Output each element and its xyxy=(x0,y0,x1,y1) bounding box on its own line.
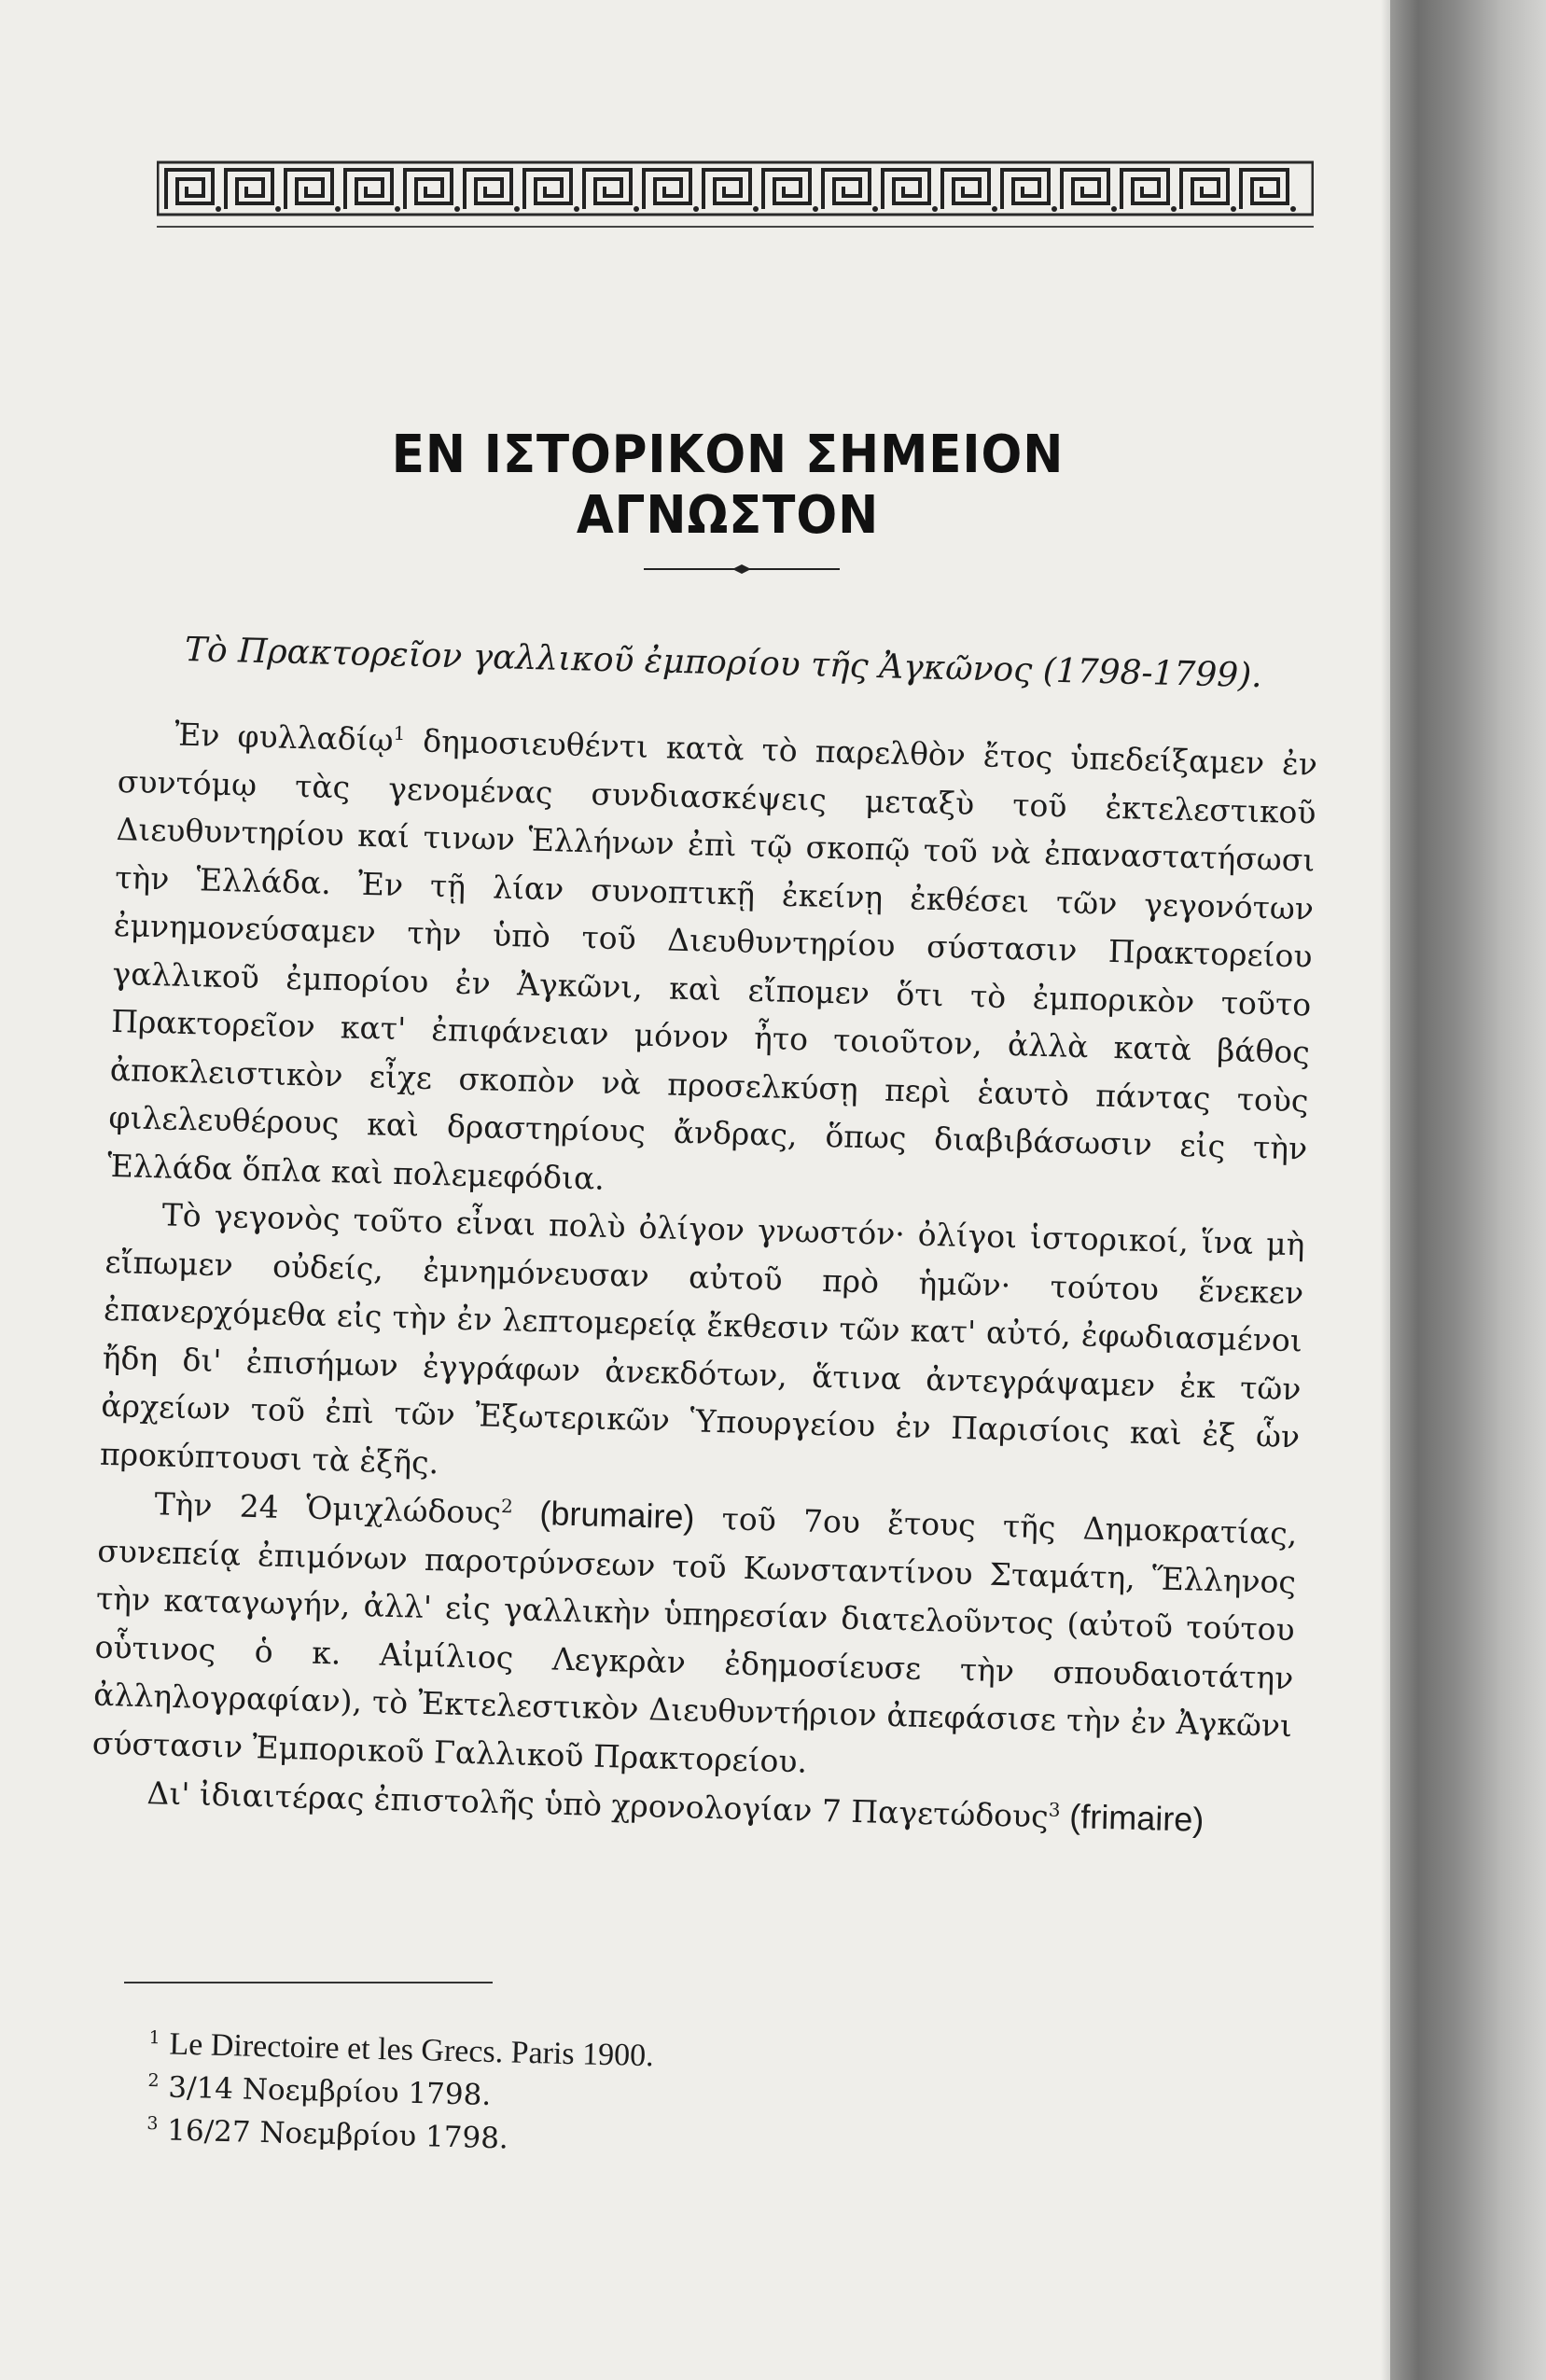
paragraph-3: Τὴν 24 Ὁμιχλώδους$^2$ (brumaire) τοῦ 7ου ἔτους τῆς Δημοκρατίας, συνεπείᾳ ἐπιμόνων παροτρύνσεων τοῦ Κωνσταντίνου Σταμάτη, Ἕλληνος τὴν καταγωγήν, ἀλλ' εἰς γαλλικὴν ὑπηρεσίαν διατελοῦντος (αὐτοῦ τούτου οὗτινος ὁ κ. Αἰμίλιος Λεγκρὰν ἐδημοσίευσε τὴν σπουδαιοτάτην ἀλληλογραφίαν), τὸ Ἐκτελεστικὸν Διευθυντήριον ἀπεφάσισε τὴν ἐν Ἀγκῶνι σύστασιν Ἐμπορικοῦ Γαλλικοῦ Πρακτορείου. xyxy=(91,1485,1298,1780)
header-rule xyxy=(157,226,1314,228)
footnotes xyxy=(146,2023,989,2172)
page-title: ΕΝ ΙΣΤΟΡΙΚΟΝ ΣΗΜΕΙΟΝ ΑΓΝΩΣΤΟΝ xyxy=(391,425,1065,546)
footnote-marker-2: 2 xyxy=(500,1495,514,1518)
paragraph-4: Δι' ἰδιαιτέρας ἐπιστολῆς ὑπὸ χρονολογίαν 7 Παγετώδους$^3$ (frimaire) xyxy=(146,1775,1205,1839)
article-body xyxy=(91,709,1318,1847)
title-divider xyxy=(644,562,840,575)
footnote-marker-1: 1 xyxy=(393,721,406,745)
book-spine xyxy=(1390,0,1546,2380)
paragraph-1: Ἐν φυλλαδίῳ$^1$ δημοσιευθέντι κατὰ τὸ παρελθὸν ἔτος ὑπεδείξαμεν ἐν συντόμῳ τὰς γενομένας συνδιασκέψεις μεταξὺ τοῦ ἐκτελεστικοῦ Διευθυντηρίου καί τινων Ἑλλήνων ἐπὶ τῷ σκοπῷ τοῦ νὰ ἐπαναστατήσωσι τὴν Ἑλλάδα. Ἐν τῇ λίαν συνοπτικῇ ἐκείνῃ ἐκθέσει τῶν γεγονότων ἐμνημονεύσαμεν τὴν ὑπὸ τοῦ Διευθυντηρίου σύστασιν Πρακτορείου γαλλικοῦ ἐμπορίου ἐν Ἀγκῶνι, καὶ εἴπομεν ὅτι τὸ ἐμπορικὸν τοῦτο Πρακτορεῖον κατ' ἐπιφάνειαν μόνον ἦτο τοιοῦτον, ἀλλὰ κατὰ βάθος ἀποκλειστικὸν εἶχε σκοπὸν νὰ προσελκύσῃ περὶ ἑαυτὸ πάντας τοὺς φιλελευθέρους καὶ δραστηρίους ἄνδρας, ὅπως διαβιβάσωσιν εἰς τὴν Ἑλλάδα ὅπλα καὶ πολεμεφόδια. xyxy=(106,716,1318,1197)
footnote-1: $^1$ Le Directoire et les Grecs. Paris 1900. xyxy=(148,2026,655,2074)
footnote-divider xyxy=(124,1982,493,1983)
paragraph-2: Τὸ γεγονὸς τοῦτο εἶναι πολὺ ὀλίγον γνωστόν· ὀλίγοι ἱστορικοί, ἵνα μὴ εἴπωμεν οὐδείς, ἐμνημόνευσαν αὐτοῦ πρὸ ἡμῶν· τούτου ἕνεκεν ἐπανερχόμεθα εἰς τὴν ἐν λεπτομερείᾳ ἔκθεσιν τῶν κατ' αὐτό, ἐφωδιασμένοι ἤδη δι' ἐπισήμων ἐγγράφων ἀνεκδότων, ἅτινα ἀντεγράψαμεν ἐκ τῶν ἀρχείων τοῦ ἐπὶ τῶν Ἐξωτερικῶν Ὑπουργείου ἐν Παρισίοις καὶ ἐξ ὧν προκύπτουσι τὰ ἑξῆς. xyxy=(99,1196,1305,1481)
article-subtitle: Τὸ Πρακτορεῖον γαλλικοῦ ἐμπορίου τῆς Ἀγκῶνος (1798-1799). xyxy=(184,631,1263,696)
footnote-2: $^2$ 3/14 Νοεμβρίου 1798. xyxy=(147,2069,492,2112)
footnote-marker-3: 3 xyxy=(1048,1798,1061,1821)
greek-key-ornament-icon xyxy=(157,159,1314,220)
footnote-3: $^3$ 16/27 Νοεμβρίου 1798. xyxy=(146,2112,509,2156)
